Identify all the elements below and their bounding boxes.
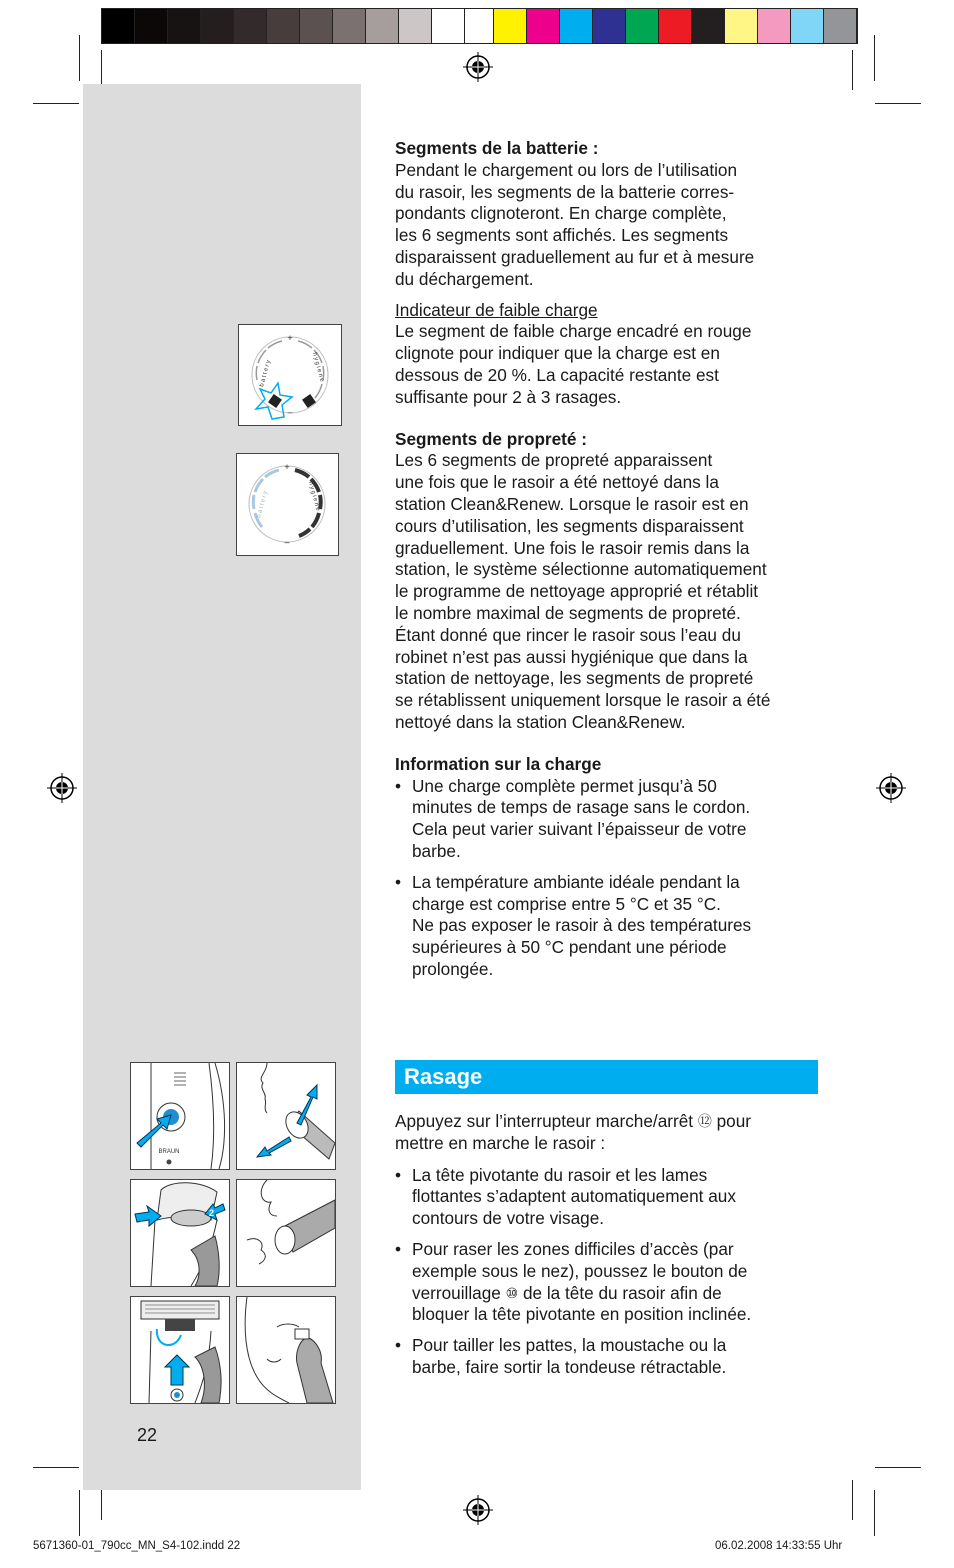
color-swatch [300, 9, 333, 43]
text-line: • La tête pivotante du rasoir et les lames [412, 1164, 708, 1185]
text-line: le programme de nettoyage approprié et rétablit [395, 581, 759, 602]
registration-mark-icon [47, 773, 77, 803]
text-line: Les 6 segments de propreté apparaissent [395, 450, 713, 471]
color-swatch [366, 9, 399, 43]
color-swatch [692, 9, 725, 43]
footer-timestamp: 06.02.2008 14:33:55 Uhr [715, 1540, 843, 1552]
dial-plus-sign: + [287, 333, 293, 343]
dial-battery-label: battery [256, 489, 270, 519]
text-line [412, 1283, 820, 1305]
text-line: station de nettoyage, les segments de propreté [395, 668, 754, 689]
illustration-trimmer-extend [130, 1296, 230, 1404]
color-swatch [494, 9, 527, 43]
crop-mark [875, 103, 921, 104]
text-line: nettoyé dans la station Clean&Renew. [395, 711, 686, 732]
text-line: prolongée. [412, 958, 494, 979]
text-line: charge est comprise entre 5 °C et 35 °C. [412, 893, 721, 914]
text-line: • Pour raser les zones difficiles d’accès (par [412, 1238, 734, 1259]
list-item [395, 1335, 820, 1379]
text-fragment: de la tête du rasoir afin de [518, 1282, 722, 1303]
text-line: barbe, faire sortir la tondeuse rétractable. [412, 1356, 727, 1377]
shaving-section [395, 1111, 820, 1388]
text-line: Le segment de faible charge encadré en rouge [395, 321, 752, 342]
dial-plus-sign: + [284, 462, 290, 472]
text-line: dessous de 20 %. La capacité restante est [395, 364, 719, 385]
registration-mark-icon [463, 1495, 493, 1525]
text-line: flottantes s’adaptent automatiquement aux [412, 1186, 736, 1207]
list-item [395, 1165, 820, 1230]
text-line: bloquer la tête pivotante en position inclinée. [412, 1304, 752, 1325]
heading-charge-info: Information sur la charge [395, 753, 602, 774]
text-line: le nombre maximal de segments de propreté. [395, 602, 741, 623]
color-swatch [725, 9, 758, 43]
registration-mark-icon [463, 52, 493, 82]
text-line: disparaissent graduellement au fur et à mesure [395, 246, 755, 267]
display-dial-hygiene [236, 453, 339, 556]
registration-mark-icon [876, 773, 906, 803]
color-swatch [560, 9, 593, 43]
text-line: Cela peut varier suivant l’épaisseur de votre [412, 819, 747, 840]
color-swatch [201, 9, 234, 43]
text-line: station Clean&Renew. Lorsque le rasoir est en [395, 493, 749, 514]
text-line: pondants clignoteront. En charge complète, [395, 203, 727, 224]
text-line: exemple sous le nez), poussez le bouton de [412, 1260, 748, 1281]
crop-mark [33, 1467, 79, 1468]
list-item [395, 1239, 820, 1326]
step-number-1: 1 [139, 1220, 145, 1230]
crop-mark [852, 50, 853, 90]
heading-battery-segments: Segments de la batterie : [395, 138, 599, 158]
text-line: Ne pas exposer le rasoir à des températures [412, 915, 752, 936]
color-swatch [102, 9, 135, 43]
reference-number: ⑩ [505, 1284, 519, 1301]
text-line: • Pour tailler les pattes, la moustache ou la [412, 1335, 727, 1356]
section-title-rasage: Rasage [395, 1060, 818, 1094]
text-line: les 6 segments sont affichés. Les segments [395, 225, 729, 246]
text-fragment: pour [711, 1111, 752, 1131]
list-item [395, 872, 820, 981]
footer-filename: 5671360-01_790cc_MN_S4-102.indd 22 [33, 1540, 241, 1552]
text-line: du rasoir, les segments de la batterie corres- [395, 181, 735, 202]
text-line: • La température ambiante idéale pendant la [412, 871, 740, 892]
crop-mark [852, 1480, 853, 1520]
crop-mark [79, 1490, 80, 1536]
dial-hygiene-label: hygiene [307, 480, 322, 513]
dial-hygiene-label: hygiene [311, 351, 326, 384]
illustration-switch-on [130, 1062, 230, 1170]
subheading-low-charge: Indicateur de faible charge [395, 299, 598, 320]
color-calibration-bar [101, 8, 858, 44]
text-line: station, le système sélectionne automatiquement [395, 559, 767, 580]
text-line: cours d’utilisation, les segments disparaissent [395, 515, 744, 536]
color-bar-gap [465, 9, 494, 43]
illustration-lock-head [130, 1179, 230, 1287]
color-swatch [234, 9, 267, 43]
text-fragment: mettre en marche le rasoir : [395, 1132, 606, 1153]
crop-mark [33, 103, 79, 104]
color-swatch [267, 9, 300, 43]
text-line: supérieures à 50 °C pendant une période [412, 937, 727, 958]
text-line: Pendant le chargement ou lors de l’utilisation [395, 159, 738, 180]
color-swatch [593, 9, 626, 43]
text-line: suffisante pour 2 à 3 rasages. [395, 386, 622, 407]
crop-mark [875, 1467, 921, 1468]
text-line: • Une charge complète permet jusqu’à 50 [412, 775, 717, 796]
list-item [395, 776, 820, 863]
display-dial-low-charge [238, 324, 342, 426]
color-swatch [432, 9, 465, 43]
text-line: robinet n’est pas aussi hygiénique que dans la [395, 646, 748, 667]
crop-mark [874, 1490, 875, 1536]
text-line: du déchargement. [395, 268, 534, 289]
illustration-shaving-tilted-head [236, 1179, 336, 1287]
dial-minus-sign: – [287, 407, 293, 417]
page-number: 22 [137, 1425, 158, 1445]
text-line: barbe. [412, 840, 461, 861]
text-line: se rétablissent uniquement lorsque le rasoir a été [395, 690, 771, 711]
text-line: une fois que le rasoir a été nettoyé dans la [395, 472, 719, 493]
illustration-shaving-under-nose [236, 1062, 336, 1170]
dial-battery-label: battery [259, 358, 273, 388]
color-swatch [659, 9, 692, 43]
dial-minus-sign: – [284, 537, 290, 547]
color-swatch [626, 9, 659, 43]
illustration-trimming-sideburns [236, 1296, 336, 1404]
crop-mark [874, 35, 875, 81]
brand-label: BRAUN [158, 1149, 180, 1155]
text-line: Étant donné que rincer le rasoir sous l’eau du [395, 624, 741, 645]
color-swatch [135, 9, 168, 43]
text-line: minutes de temps de rasage sans le cordon. [412, 797, 751, 818]
battery-info-section [395, 138, 820, 990]
text-fragment: Appuyez sur l’interrupteur marche/arrêt [395, 1111, 698, 1131]
step-number-2: 2 [209, 1208, 215, 1218]
color-swatch [333, 9, 366, 43]
color-swatch [527, 9, 560, 43]
color-swatch [791, 9, 824, 43]
text-line: graduellement. Une fois le rasoir remis dans la [395, 537, 750, 558]
heading-hygiene-segments: Segments de propreté : [395, 428, 587, 449]
intro-paragraph [395, 1111, 820, 1155]
color-swatch [168, 9, 201, 43]
text-line: contours de votre visage. [412, 1208, 605, 1229]
reference-number: ⑫ [697, 1113, 712, 1129]
text-line: clignote pour indiquer que la charge est en [395, 343, 720, 364]
crop-mark [79, 35, 80, 81]
color-swatch [399, 9, 432, 43]
color-swatch [824, 9, 857, 43]
color-swatch [758, 9, 791, 43]
text-fragment: verrouillage [412, 1282, 506, 1303]
